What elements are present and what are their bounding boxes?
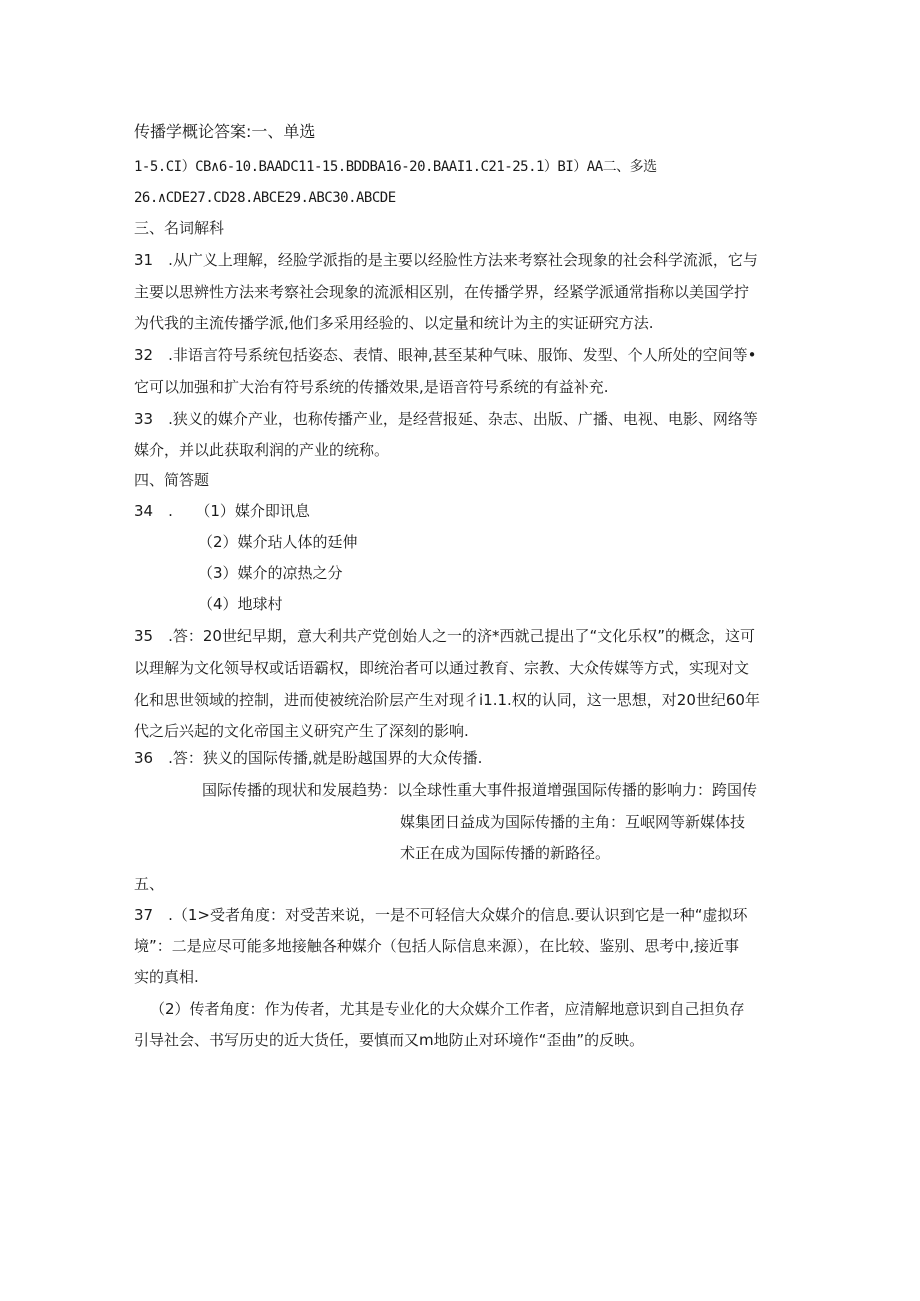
q32-line2: 它可以加强和扩大治有符号系统的传播效果,是语音符号系统的有益补充. xyxy=(134,378,609,396)
single-choice-answers: 1-5.CI）CB∧6-10.BAADC11-15.BDDBA16-20.BAAI1.C21-25.1）BI）AA二、多选 xyxy=(134,159,657,175)
q33-line2: 媒介，并以此获取利润的产业的统称。 xyxy=(134,441,390,459)
q37-line3: 实的真相. xyxy=(134,968,199,986)
q34-line2: （2）媒介玷人体的廷伸 xyxy=(198,533,358,551)
q35-line3: 化和思世领域的控制，进而使被统治阶层产生对现彳i1.1.权的认同，这一思想，对20世纪60年 xyxy=(134,691,760,709)
q34-line4: （4）地球村 xyxy=(198,595,283,613)
q37-line4: （2）传者角度：作为传者，尤其是专业化的大众媒介工作者，应清解地意识到自己担负存 xyxy=(150,1000,745,1018)
q37-line1: 37 .（1>受者角度：对受苦来说，一是不可轻信大众媒介的信息.要认识到它是一种“虚拟环 xyxy=(134,906,748,924)
q37-line2: 境”：二是应尽可能多地接触各种媒介（包括人际信息来源），在比较、鉴别、思考中,接近事 xyxy=(134,937,740,955)
q35-line1: 35 .答：20世纪早期，意大利共产党创始人之一的济*西就己提出了“文化乐权”的概念，这可 xyxy=(134,627,755,645)
q35-line4: 代之后兴起的文化帝国主义研究产生了深刻的影响. xyxy=(134,722,469,740)
q36-line1: 36 .答：狭义的国际传播,就是盼越国界的大众传播. xyxy=(134,749,483,767)
q35-line2: 以理解为文化领导权或话语霸权，即统治者可以通过教育、宗教、大众传媒等方式，实现对文 xyxy=(134,659,750,677)
q34-line3: （3）媒介的凉热之分 xyxy=(198,564,343,582)
q31-line3: 为代我的主流传播学派,他们多采用经验的、以定量和统计为主的实证研究方法. xyxy=(134,314,654,332)
q37-line5: 引导社会、书写历史的近大货任，要慎而又m地防止对环境作“歪曲”的反映。 xyxy=(134,1031,645,1049)
section4-heading: 四、简答题 xyxy=(134,471,210,489)
q36-line2: 国际传播的现状和发展趋势：以全球性重大事件报道增强国际传播的影响力：跨国传 xyxy=(202,781,758,799)
section5-heading: 五、 xyxy=(134,875,165,893)
q32-line1: 32 .非语言符号系统包括姿态、表情、眼神,甚至某种气味、服饰、发型、个人所处的空间等• xyxy=(134,346,757,364)
section3-heading: 三、名词解科 xyxy=(134,219,225,237)
multiple-choice-answers: 26.∧CDE27.CD28.ABCE29.ABC30.ABCDE xyxy=(134,190,396,206)
q36-line3: 媒集团日益成为国际传播的主角：互岷网等新媒体技 xyxy=(400,813,746,831)
q34-line1: 34 . （1）媒介即讯息 xyxy=(134,502,310,520)
q36-line4: 术正在成为国际传播的新路径。 xyxy=(400,844,611,862)
q33-line1: 33 .狭义的媒介产业，也称传播产业，是经营报延、杂志、出版、广播、电视、电影、网络等 xyxy=(134,410,758,428)
q31-line1: 31 .从广义上理解，经脸学派指的是主要以经脸性方法来考察社会现象的社会科学流派，它与 xyxy=(134,251,758,269)
document-title: 传播学概论答案:一、单选 xyxy=(134,122,316,141)
q31-line2: 主要以思辨性方法来考察社会现象的流派相区别，在传播学界，经紧学派通常指称以美国学拧 xyxy=(134,283,750,301)
